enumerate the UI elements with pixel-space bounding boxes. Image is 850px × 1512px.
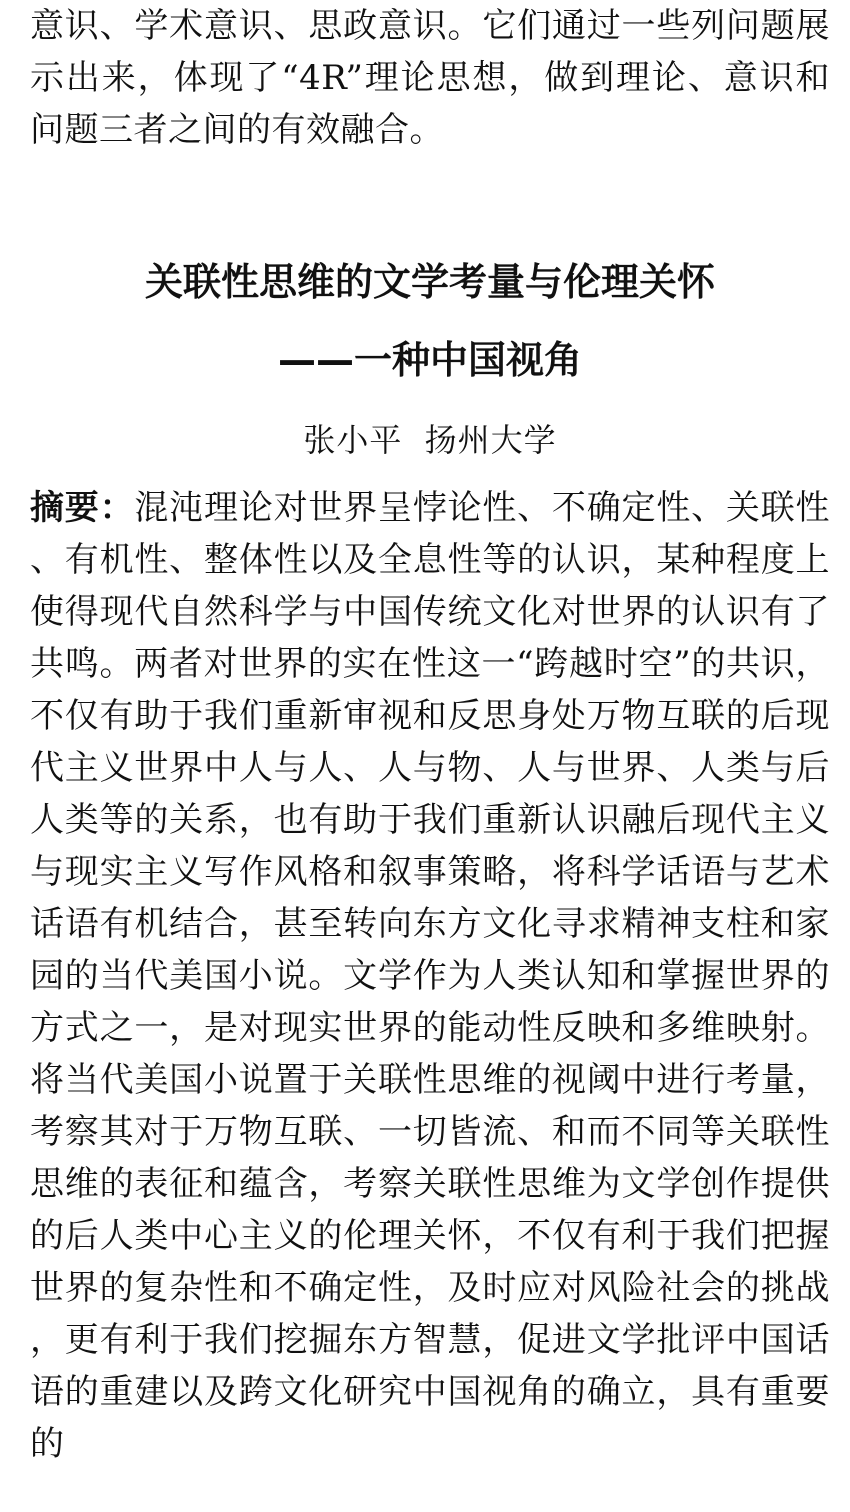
article-subtitle: ——一种中国视角 (277, 338, 582, 382)
abstract-label: 摘要： (30, 488, 135, 528)
abstract-paragraph (30, 482, 830, 1470)
document-page (30, 0, 830, 1470)
intro-paragraph: 意识、学术意识、思政意识。它们通过一些列问题展示出来，体现了“4R”理论思想，做到理论、意识和问题三者之间的有效融合。 (30, 6, 830, 150)
author-line: 张小平 扬州大学 (303, 421, 557, 459)
article-title: 关联性思维的文学考量与伦理关怀 (144, 260, 715, 304)
abstract-text: 混沌理论对世界呈悖论性、不确定性、关联性、有机性、整体性以及全息性等的认识，某种程度上使得现代自然科学与中国传统文化对世界的认识有了共鸣。两者对世界的实在性这一“跨越时空”的共识，不仅有助于我们重新审视和反思身处万物互联的后现代主义世界中人与人、人与物、人与世界、人类与后人类等的关系，也有助于我们重新认识融后现代主义与现实主义写作风格和叙事策略，将科学话语与艺术话语有机结合，甚至转向东方文化寻求精神支柱和家园的当代美国小说。文学作为人类认知和掌握世界的方式之一，是对现实世界的能动性反映和多维映射。将当代美国小说置于关联性思维的视阈中进行考量，考察其对于万物互联、一切皆流、和而不同等关联性思维的表征和蕴含，考察关联性思维为文学创作提供的后人类中心主义的伦理关怀，不仅有利于我们把握世界的复杂性和不确定性，及时应对风险社会的挑战，更有利于我们挖掘东方智慧，促进文学批评中国话语的重建以及跨文化研究中国视角的确立，具有重要的 (30, 488, 831, 1464)
